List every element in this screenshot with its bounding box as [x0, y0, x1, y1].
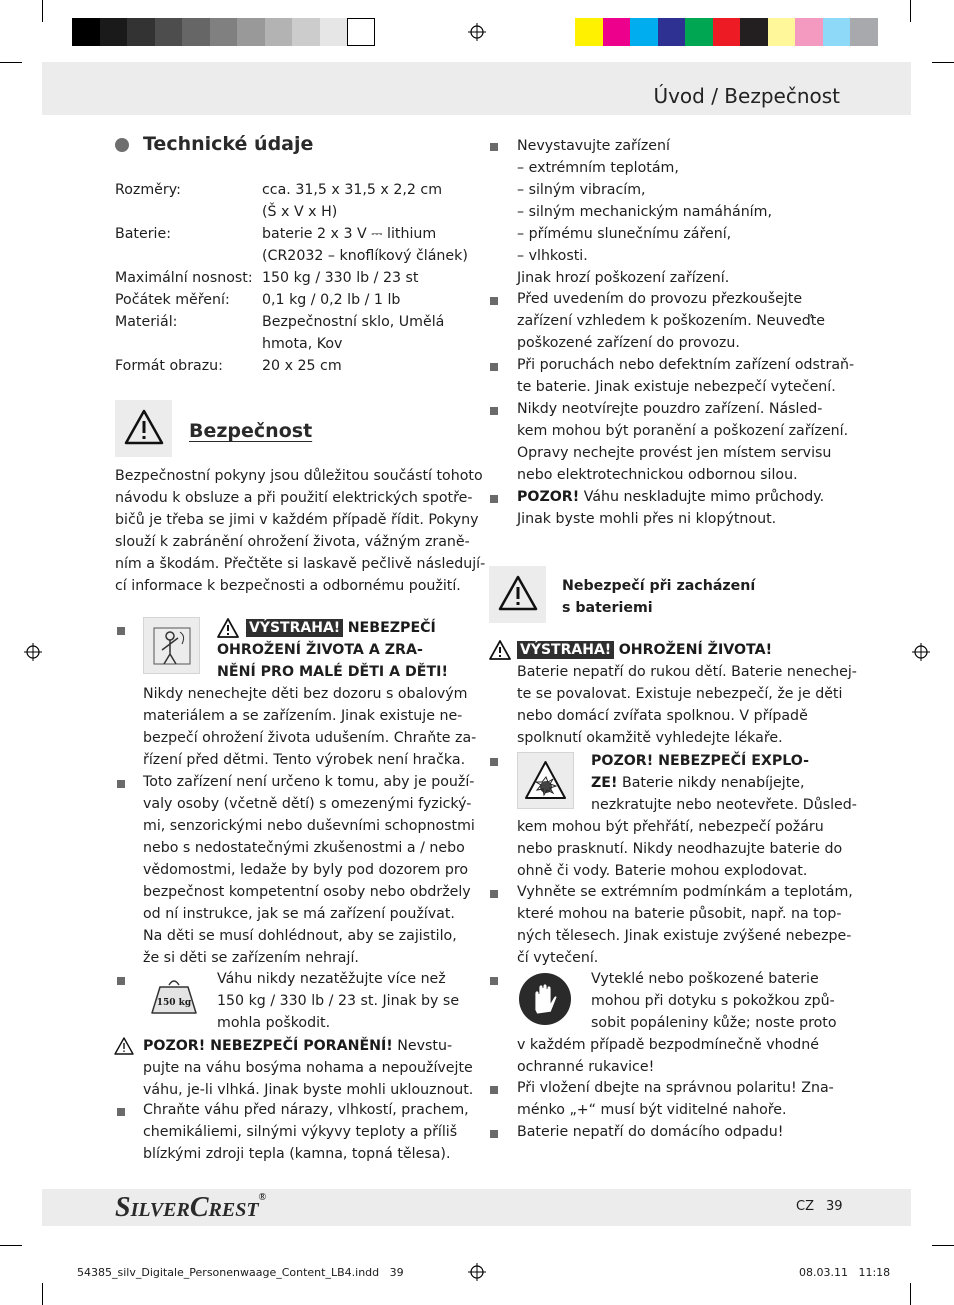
process-swatch	[603, 18, 631, 46]
registration-mark-icon	[912, 643, 930, 661]
warning-head-3: NĚNÍ PRO MALÉ DĚTI A DĚTI!	[217, 664, 448, 680]
text-line: návodu k obsluze a při použití elektrických spotře-	[115, 490, 473, 506]
text-line: – vlhkosti.	[517, 248, 588, 264]
explosion-head-2: ZE!	[591, 775, 618, 791]
tech-specs-title: Technické údaje	[143, 133, 314, 155]
text-line: cí informace k bezpečnosti a odbornému použití.	[115, 578, 461, 594]
explosion-battery-icon	[522, 757, 569, 804]
process-swatch	[850, 18, 878, 46]
list-bullet	[117, 1108, 125, 1116]
brand-ilver: ILVER	[130, 1199, 190, 1221]
crop-mark	[0, 62, 22, 63]
process-swatch	[713, 18, 741, 46]
text-line: Vyhněte se extrémním podmínkám a teplotám,	[517, 884, 853, 900]
text-line: pujte na váhu bosýma nohama a nepoužívejte	[143, 1060, 473, 1076]
text-line: Baterie nepatří do rukou dětí. Baterie nenechej-	[517, 664, 857, 680]
warning-tag: VÝSTRAHA!	[246, 619, 343, 637]
list-bullet	[490, 297, 498, 305]
process-swatch	[740, 18, 768, 46]
text-line: nezkratujte nebo neotevřete. Důsled-	[591, 797, 857, 813]
text-line: te baterie. Jinak existuje nebezpečí vytečení.	[517, 379, 836, 395]
warning-small-icon	[489, 640, 511, 660]
text-line: Toto zařízení není určeno k tomu, aby je použí-	[143, 774, 475, 790]
list-bullet	[490, 407, 498, 415]
gray-swatch	[320, 18, 348, 46]
injury-bold: POZOR! NEBEZPEČÍ PORANĚNÍ!	[143, 1038, 393, 1054]
battery-warning-head: OHROŽENÍ ŽIVOTA!	[618, 642, 773, 658]
list-bullet	[490, 977, 498, 985]
text-line: Nevystavujte zařízení	[517, 138, 670, 154]
spec-value: 20 x 25 cm	[262, 358, 342, 374]
injury-warning-heading	[143, 1035, 452, 1057]
text-line: zařízení vzhledem k poškozením. Neuveďte	[517, 313, 826, 329]
text-line: Při vložení dbejte na správnou polaritu! Zna-	[517, 1080, 834, 1096]
explosion-heading-2	[591, 772, 805, 794]
text-line: řízení před dětmi. Tento výrobek není hračka.	[143, 752, 466, 768]
page-number: 39	[826, 1199, 843, 1214]
spec-value: 0,1 kg / 0,2 lb / 1 lb	[262, 292, 401, 308]
registration-mark-icon	[468, 1263, 486, 1281]
gray-swatch	[292, 18, 320, 46]
text-line: blízkými zdroji tepla (kamna, topná tělesa).	[143, 1146, 451, 1162]
safety-title: Bezpečnost	[189, 420, 313, 442]
page-title: Úvod / Bezpečnost	[653, 84, 840, 108]
list-bullet	[490, 1086, 498, 1094]
battery-warning-heading	[517, 639, 772, 661]
caution-rest: Váhu neskladujte mimo průchody.	[583, 489, 825, 505]
crop-mark	[932, 62, 954, 63]
text-line: kem mohou být poranění a poškození zařízení.	[517, 423, 849, 439]
gray-swatch	[72, 18, 100, 46]
text-line: 150 kg / 330 lb / 23 st. Jinak by se	[217, 993, 460, 1009]
text-line: – silným mechanickým namáháním,	[517, 204, 772, 220]
explosion-rest: Baterie nikdy nenabíjejte,	[621, 775, 805, 791]
text-line: poškozené zařízení do provozu.	[517, 335, 740, 351]
battery-heading-1: Nebezpečí při zacházení	[562, 578, 756, 594]
spec-value: cca. 31,5 x 31,5 x 2,2 cm	[262, 182, 443, 198]
text-line: kem mohou být přehřátí, nebezpečí požáru	[517, 819, 824, 835]
text-line: váhu, je-li vlhká. Jinak byste mohli uklouznout.	[143, 1082, 474, 1098]
gloves-icon	[518, 972, 572, 1026]
text-line: Váhu nikdy nezatěžujte více než	[217, 971, 446, 987]
text-line: které mohou na baterie působit, např. na top-	[517, 906, 842, 922]
max-weight-icon	[150, 977, 198, 1017]
text-line: Při poruchách nebo defektním zařízení odstraň-	[517, 357, 855, 373]
text-line: – extrémním teplotám,	[517, 160, 679, 176]
registration-mark-icon	[24, 643, 42, 661]
text-line: Jinak hrozí poškození zařízení.	[517, 270, 730, 286]
text-line: Bezpečnostní pokyny jsou důležitou součástí tohoto	[115, 468, 483, 484]
text-line: mohla poškodit.	[217, 1015, 331, 1031]
spec-value: baterie 2 x 3 V ⎓ lithium	[262, 226, 437, 242]
brand-rest: REST	[208, 1199, 259, 1221]
crop-mark	[910, 1283, 911, 1305]
text-line: mohou při dotyku s pokožkou způ-	[591, 993, 835, 1009]
text-line: ných tělesech. Jinak existuje zvýšené nebezpe-	[517, 928, 852, 944]
child-with-packaging-icon	[150, 622, 194, 670]
text-line: slouží k zabránění ohrožení života, vážným zraně-	[115, 534, 470, 550]
brand-registered: ®	[258, 1192, 267, 1203]
text-line: mi, senzorickými nebo duševními schopnostmi	[143, 818, 475, 834]
spec-value: hmota, Kov	[262, 336, 343, 352]
process-swatch	[630, 18, 658, 46]
text-line: Vyteklé nebo poškozené baterie	[591, 971, 819, 987]
list-bullet	[490, 143, 498, 151]
battery-heading-2: s bateriemi	[562, 600, 653, 616]
spec-label: Rozměry:	[115, 182, 181, 198]
text-line: Nikdy neotvírejte pouzdro zařízení. Násled-	[517, 401, 823, 417]
process-swatch	[823, 18, 851, 46]
text-line: Na děti se musí dohlédnout, aby se zajistilo,	[143, 928, 457, 944]
list-bullet	[117, 977, 125, 985]
caution-line-1	[517, 486, 824, 508]
text-line: bezpečnost kompetentní osoby nebo obdržely	[143, 884, 471, 900]
list-bullet	[117, 627, 125, 635]
text-line: valy osoby (včetně dětí) s omezenými fyzický-	[143, 796, 472, 812]
spec-label: Baterie:	[115, 226, 172, 242]
text-line: – přímému slunečnímu záření,	[517, 226, 732, 242]
gray-swatch	[127, 18, 155, 46]
warning-head-2: OHROŽENÍ ŽIVOTA A ZRA-	[217, 642, 423, 658]
text-line: te se povalovat. Existuje nebezpečí, že je děti	[517, 686, 843, 702]
crop-mark	[910, 0, 911, 22]
spec-value: (Š x V x H)	[262, 204, 338, 220]
text-line: nebo prasknutí. Nikdy neodhazujte baterie do	[517, 841, 843, 857]
warning-head-1: NEBEZPEČÍ	[347, 620, 436, 636]
gray-swatch	[265, 18, 293, 46]
text-line: Před uvedením do provozu přezkoušejte	[517, 291, 803, 307]
language-code: CZ	[796, 1199, 814, 1214]
spec-label: Počátek měření:	[115, 292, 230, 308]
text-line: materiálem a se zařízením. Jinak existuje ne-	[143, 708, 463, 724]
text-line: sobit popáleniny kůže; noste proto	[591, 1015, 837, 1031]
warning-outline-icon	[114, 1037, 134, 1055]
warning-triangle-icon	[123, 408, 165, 446]
registration-mark-icon	[468, 23, 486, 41]
text-line: v každém případě bezpodmínečně vhodné	[517, 1037, 819, 1053]
caution-line-2: Jinak byste mohli přes ni klopýtnout.	[517, 511, 777, 527]
process-swatch	[685, 18, 713, 46]
process-swatch	[658, 18, 686, 46]
list-bullet	[490, 363, 498, 371]
text-line: ohně či vody. Baterie mohou explodovat.	[517, 863, 808, 879]
spec-label: Maximální nosnost:	[115, 270, 253, 286]
list-bullet	[490, 1130, 498, 1138]
brand-letter-s: S	[115, 1192, 131, 1223]
spec-value: Bezpečnostní sklo, Umělá	[262, 314, 445, 330]
crop-mark	[932, 1245, 954, 1246]
brand-letter-c: C	[189, 1192, 209, 1223]
text-line: od ní instrukce, jak se má zařízení používat.	[143, 906, 455, 922]
warning-tag: VÝSTRAHA!	[517, 641, 614, 659]
text-line: Baterie nepatří do domácího odpadu!	[517, 1124, 784, 1140]
spec-value: (CR2032 – knoflíkový článek)	[262, 248, 468, 264]
text-line: nebo domácí zvířata spolknou. V případě	[517, 708, 808, 724]
gray-swatch	[182, 18, 210, 46]
explosion-head-1: POZOR! NEBEZPEČÍ EXPLO-	[591, 753, 809, 769]
file-date: 08.03.11 11:18	[799, 1266, 891, 1279]
file-info: 54385_silv_Digitale_Personenwaage_Content_LB4.indd 39	[77, 1266, 404, 1279]
text-line: že si děti se zařízením nehrají.	[143, 950, 359, 966]
text-line: Opravy nechejte provést jen místem servisu	[517, 445, 832, 461]
crop-mark	[0, 1245, 22, 1246]
text-line: – silným vibracím,	[517, 182, 646, 198]
section-bullet-icon	[115, 138, 129, 152]
process-swatch	[575, 18, 603, 46]
list-bullet	[490, 495, 498, 503]
gray-swatch	[100, 18, 128, 46]
max-weight-label: 150 kg	[156, 998, 192, 1008]
brand-logo	[115, 1192, 266, 1224]
spec-label: Formát obrazu:	[115, 358, 223, 374]
crop-mark	[42, 0, 43, 22]
spec-value: 150 kg / 330 lb / 23 st	[262, 270, 419, 286]
spec-label: Materiál:	[115, 314, 178, 330]
process-swatch	[768, 18, 796, 46]
gray-swatch	[155, 18, 183, 46]
gray-swatch	[347, 18, 375, 46]
text-line: spolknutí okamžitě vyhledejte lékaře.	[517, 730, 783, 746]
text-line: bezpečí ohrožení života udušením. Chraňte za-	[143, 730, 477, 746]
text-line: nebo elektrotechnickou odbornou silou.	[517, 467, 798, 483]
text-line: ménko „+“ musí být viditelné nahoře.	[517, 1102, 787, 1118]
children-warning-heading	[246, 617, 436, 639]
gray-swatch	[210, 18, 238, 46]
text-line: Chraňte váhu před nárazy, vlhkostí, prachem,	[143, 1102, 469, 1118]
warning-triangle-icon	[497, 574, 539, 612]
list-bullet	[490, 758, 498, 766]
text-line: nebo s nedostatečnými zkušenostmi a / nebo	[143, 840, 465, 856]
crop-mark	[42, 1283, 43, 1305]
text-line: bičů je třeba se jimi v každém případě řídit. Pokyny	[115, 512, 479, 528]
warning-small-icon	[217, 618, 239, 638]
text-line: ním a škodám. Přečtěte si laskavě pečlivě následují-	[115, 556, 486, 572]
list-bullet	[490, 890, 498, 898]
text-line: vědomostmi, ledaže by byly pod dozorem pro	[143, 862, 469, 878]
caution-bold: POZOR!	[517, 489, 580, 505]
injury-rest: Nevstu-	[397, 1038, 453, 1054]
text-line: Nikdy nenechejte děti bez dozoru s obalovým	[143, 686, 468, 702]
text-line: ochranné rukavice!	[517, 1059, 655, 1075]
process-swatch	[795, 18, 823, 46]
list-bullet	[117, 780, 125, 788]
gray-swatch	[237, 18, 265, 46]
text-line: čí vytečení.	[517, 950, 599, 966]
text-line: chemikáliemi, silnými výkyvy teploty a příliš	[143, 1124, 458, 1140]
